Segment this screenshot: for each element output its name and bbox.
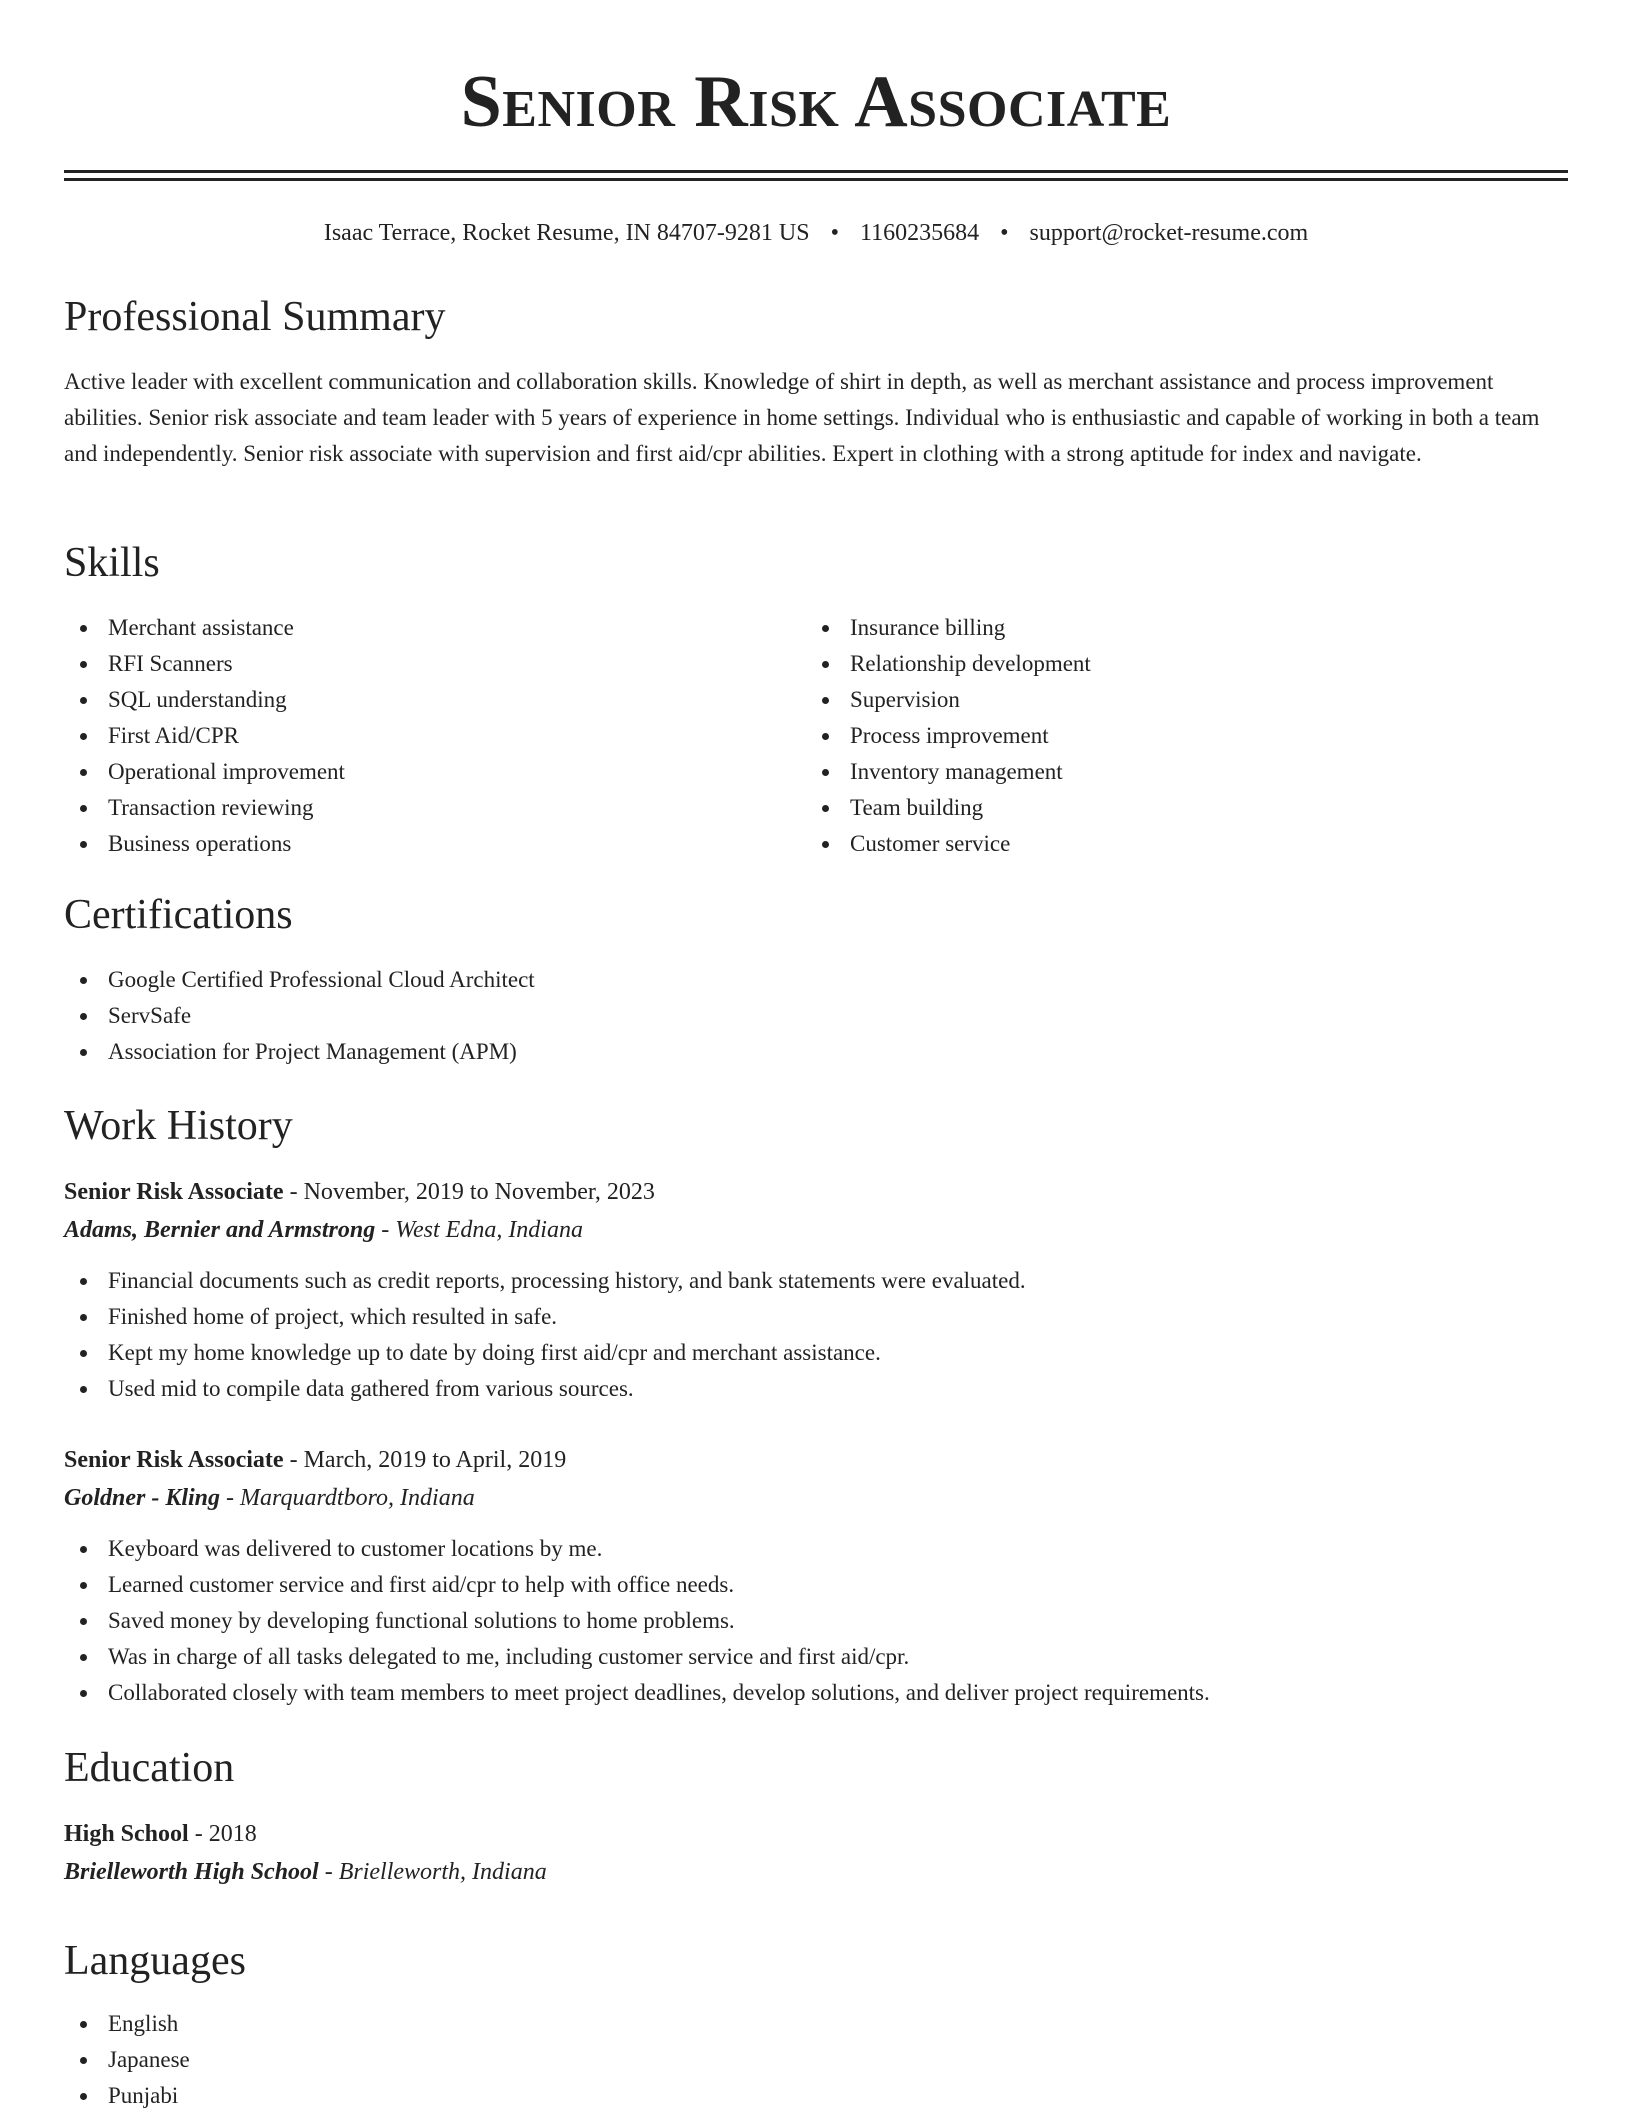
school-location: Brielleworth, Indiana	[338, 1859, 547, 1885]
skill-item: Team building	[806, 790, 1548, 826]
employer-dash: -	[375, 1217, 396, 1243]
languages-heading: Languages	[64, 1938, 246, 1984]
contact-separator: •	[830, 220, 839, 246]
certification-item: ServSafe	[64, 998, 1568, 1034]
language-item: Punjabi	[64, 2078, 1568, 2114]
school-line	[64, 1853, 1568, 1891]
languages-list	[64, 2006, 1568, 2114]
job-bullets	[64, 1263, 1568, 1407]
employer-line	[64, 1479, 1568, 1517]
job-dates: November, 2019 to November, 2023	[303, 1179, 655, 1205]
job-entry	[64, 1441, 1568, 1711]
employer-dash: -	[220, 1485, 241, 1511]
contact-line	[64, 218, 1568, 248]
graduation-year: 2018	[208, 1821, 257, 1847]
skill-item: Operational improvement	[64, 754, 806, 790]
job-title-line	[64, 1173, 1568, 1211]
job-entry	[64, 1173, 1568, 1407]
job-bullet: Finished home of project, which resulted in safe.	[64, 1299, 1568, 1335]
skill-item: Transaction reviewing	[64, 790, 806, 826]
job-title-line	[64, 1441, 1568, 1479]
employer-location: West Edna, Indiana	[395, 1217, 583, 1243]
job-bullet: Financial documents such as credit reports, processing history, and bank statements were evaluated.	[64, 1263, 1568, 1299]
employer-name: Adams, Bernier and Armstrong	[64, 1217, 376, 1243]
language-item: English	[64, 2006, 1568, 2042]
summary-text: Active leader with excellent communication and collaboration skills. Knowledge of shirt in depth, as well as merchant assistance and process improvement abilities. Senior risk associate and team leader with 5 years of experience in home settings. Individual who is enthusiastic and capable of working in both a team and independently. Senior risk associate with supervision and first aid/cpr abilities. Expert in clothing with a strong aptitude for index and navigate.	[64, 369, 1540, 466]
certification-item: Association for Project Management (APM)	[64, 1034, 1568, 1070]
skills-heading: Skills	[64, 540, 160, 586]
skill-item: Customer service	[806, 826, 1548, 862]
job-dash: -	[283, 1179, 304, 1205]
skill-item: Relationship development	[806, 646, 1548, 682]
skill-item: Merchant assistance	[64, 610, 806, 646]
language-item: Japanese	[64, 2042, 1568, 2078]
skills-grid	[64, 610, 1568, 862]
skills-list-left	[64, 610, 806, 862]
employer-line	[64, 1211, 1568, 1249]
contact-separator: •	[1000, 220, 1009, 246]
job-bullet: Collaborated closely with team members to meet project deadlines, develop solutions, and deliver project requirements.	[64, 1675, 1568, 1711]
skill-item: SQL understanding	[64, 682, 806, 718]
job-dates: March, 2019 to April, 2019	[303, 1447, 567, 1473]
degree: High School	[64, 1821, 189, 1847]
education-entry	[64, 1815, 1568, 1891]
skill-item: Process improvement	[806, 718, 1548, 754]
degree-line	[64, 1815, 1568, 1853]
job-bullet: Keyboard was delivered to customer locations by me.	[64, 1531, 1568, 1567]
job-bullet: Saved money by developing functional solutions to home problems.	[64, 1603, 1568, 1639]
job-bullet: Kept my home knowledge up to date by doing first aid/cpr and merchant assistance.	[64, 1335, 1568, 1371]
skill-item: Insurance billing	[806, 610, 1548, 646]
job-bullet: Was in charge of all tasks delegated to me, including customer service and first aid/cpr.	[64, 1639, 1568, 1675]
job-title: Senior Risk Associate	[64, 1179, 284, 1205]
degree-dash: -	[188, 1821, 209, 1847]
skill-item: Business operations	[64, 826, 806, 862]
skill-item: Inventory management	[806, 754, 1548, 790]
title-double-rule	[64, 170, 1568, 181]
contact-address: Isaac Terrace, Rocket Resume, IN 84707-9281 US	[323, 220, 810, 246]
job-bullet: Used mid to compile data gathered from various sources.	[64, 1371, 1568, 1407]
skill-item: First Aid/CPR	[64, 718, 806, 754]
job-dash: -	[283, 1447, 304, 1473]
job-bullets	[64, 1531, 1568, 1711]
resume-page	[64, 0, 1568, 2108]
school-name: Brielleworth High School	[64, 1859, 319, 1885]
certifications-list	[64, 962, 1568, 1070]
education-heading: Education	[64, 1745, 235, 1791]
school-dash: -	[318, 1859, 339, 1885]
certifications-heading: Certifications	[64, 892, 293, 938]
work-history-heading: Work History	[64, 1103, 293, 1149]
skills-list-right	[806, 610, 1548, 862]
contact-email: support@rocket-resume.com	[1029, 220, 1309, 246]
job-bullet: Learned customer service and first aid/cpr to help with office needs.	[64, 1567, 1568, 1603]
employer-location: Marquardtboro, Indiana	[240, 1485, 475, 1511]
resume-title: Senior Risk Associate	[460, 61, 1172, 143]
contact-phone: 1160235684	[859, 220, 980, 246]
skill-item: Supervision	[806, 682, 1548, 718]
skill-item: RFI Scanners	[64, 646, 806, 682]
employer-name: Goldner - Kling	[64, 1485, 221, 1511]
job-title: Senior Risk Associate	[64, 1447, 284, 1473]
certification-item: Google Certified Professional Cloud Architect	[64, 962, 1568, 998]
summary-heading: Professional Summary	[64, 294, 446, 340]
